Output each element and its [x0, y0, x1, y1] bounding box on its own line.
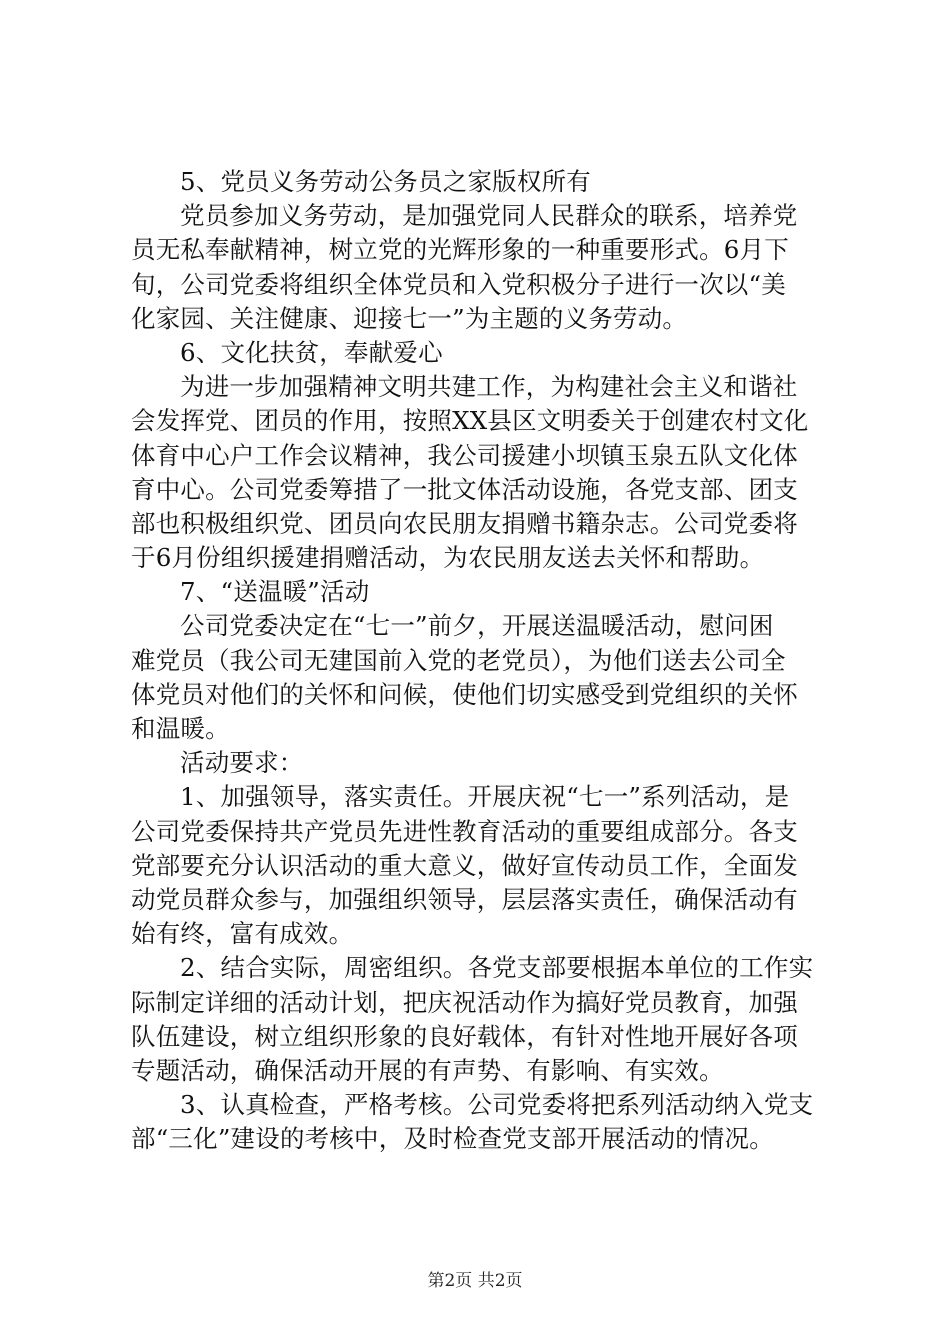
text-line: 队伍建设，树立组织形象的良好载体，有针对性地开展好各项 [131, 1021, 798, 1051]
text-line: 始有终，富有成效。 [131, 919, 354, 949]
text-line: 为进一步加强精神文明共建工作，为构建社会主义和谐社 [180, 372, 798, 402]
text-line: 育中心。公司党委筹措了一批文体活动设施，各党支部、团支 [131, 474, 798, 504]
text-line: 党部要充分认识活动的重大意义，做好宣传动员工作，全面发 [131, 850, 798, 880]
text-line: 5、党员义务劳动公务员之家版权所有 [180, 167, 591, 196]
text-line: 动党员群众参与，加强组织领导，层层落实责任，确保活动有 [131, 884, 798, 914]
document-body [131, 165, 831, 1156]
page-footer: 第2页 共2页 [427, 1271, 523, 1291]
text-line: 2、结合实际，周密组织。各党支部要根据本单位的工作实 [180, 953, 814, 983]
text-line: 旬，公司党委将组织全体党员和入党积极分子进行一次以“美 [131, 269, 786, 299]
text-line: 3、认真检查，严格考核。公司党委将把系列活动纳入党支 [180, 1090, 814, 1120]
text-line: 于6月份组织援建捐赠活动，为农民朋友送去关怀和帮助。 [131, 543, 765, 573]
text-line: 1、加强领导，落实责任。开展庆祝“七一”系列活动，是 [180, 782, 790, 812]
text-line: 化家园、关注健康、迎接七一”为主题的义务劳动。 [131, 303, 688, 333]
text-line: 体党员对他们的关怀和问候，使他们切实感受到党组织的关怀 [131, 679, 798, 709]
text-line: 6、文化扶贫，奉献爱心 [180, 337, 443, 367]
text-line: 公司党委决定在“七一”前夕，开展送温暖活动，慰问困 [180, 611, 774, 641]
text-line: 部也积极组织党、团员向农民朋友捐赠书籍杂志。公司党委将 [131, 508, 798, 538]
text-line: 公司党委保持共产党员先进性教育活动的重要组成部分。各支 [131, 816, 798, 846]
text-line: 体育中心户工作会议精神，我公司援建小坝镇玉泉五队文化体 [131, 440, 798, 470]
text-line: 活动要求： [180, 748, 304, 778]
text-line: 专题活动，确保活动开展的有声势、有影响、有实效。 [131, 1055, 724, 1085]
text-line: 党员参加义务劳动，是加强党同人民群众的联系，培养党 [180, 201, 798, 231]
text-line: 7、“送温暖”活动 [180, 577, 370, 607]
text-line: 际制定详细的活动计划，把庆祝活动作为搞好党员教育，加强 [131, 987, 798, 1017]
text-line: 难党员（我公司无建国前入党的老党员），为他们送去公司全 [131, 645, 786, 675]
text-line: 和温暖。 [131, 714, 230, 743]
text-line: 部“三化”建设的考核中，及时检查党支部开展活动的情况。 [131, 1124, 774, 1154]
text-line: 员无私奉献精神，树立党的光辉形象的一种重要形式。6月下 [131, 235, 789, 265]
text-line: 会发挥党、团员的作用，按照XX县区文明委关于创建农村文化 [131, 406, 809, 436]
